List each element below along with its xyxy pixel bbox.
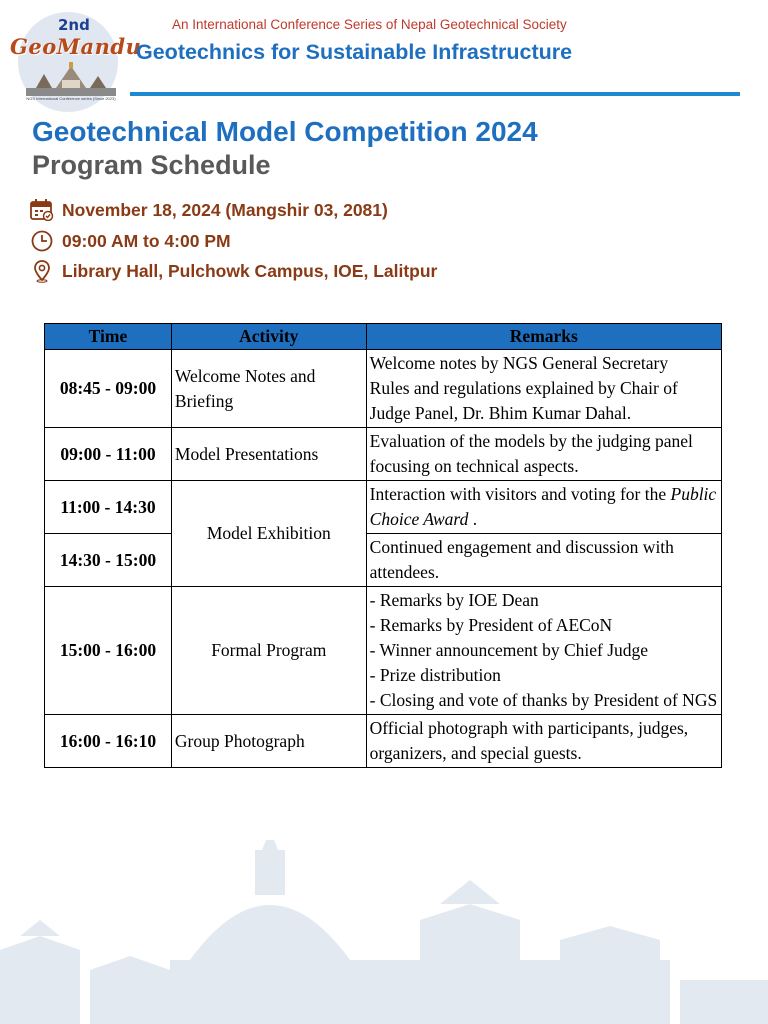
table-row: [45, 350, 722, 428]
conference-logo: [6, 12, 142, 101]
activity-cell: Formal Program: [171, 587, 366, 715]
event-date: November 18, 2024 (Mangshir 03, 2081): [62, 199, 388, 220]
header-divider: [130, 92, 740, 96]
clock-icon: [30, 229, 56, 253]
remarks-cell: [366, 350, 721, 428]
column-header-remarks: Remarks: [366, 324, 721, 350]
public-choice-award: Public Choice Award: [369, 484, 717, 529]
calendar-icon: [30, 198, 56, 222]
header-title: Geotechnics for Sustainable Infrastructure: [136, 40, 573, 64]
time-cell: 15:00 - 16:00: [45, 587, 172, 715]
remarks-suffix: .: [472, 509, 478, 529]
remarks-cell: [366, 534, 721, 587]
activity-cell: Model Presentations: [171, 428, 366, 481]
activity-cell: Model Exhibition: [171, 481, 366, 587]
remarks-cell: [366, 587, 721, 715]
event-time: 09:00 AM to 4:00 PM: [62, 230, 231, 251]
table-header-row: [45, 324, 722, 350]
table-row: [45, 534, 722, 587]
activity-cell: Group Photograph: [171, 715, 366, 768]
time-cell: 09:00 - 11:00: [45, 428, 172, 481]
table-row: [45, 481, 722, 534]
remarks-line: - Prize distribution: [369, 665, 501, 685]
location-pin-icon: [30, 259, 56, 283]
time-cell: 14:30 - 15:00: [45, 534, 172, 587]
time-cell: 11:00 - 14:30: [45, 481, 172, 534]
logo-caption: NGS International Conference series (Since 2023): [26, 96, 116, 101]
table-row: [45, 587, 722, 715]
remarks-line: Welcome notes by NGS General Secretary: [369, 353, 669, 373]
logo-name: GeoMandu: [10, 34, 142, 59]
remarks-line: Official photograph with participants, judges, organizers, and special guests.: [369, 718, 689, 763]
header-subtitle: An International Conference Series of Nepal Geotechnical Society: [172, 17, 567, 32]
event-venue: Library Hall, Pulchowk Campus, IOE, Lalitpur: [62, 260, 438, 281]
page-title: Geotechnical Model Competition 2024: [32, 116, 538, 147]
remarks-line: Rules and regulations explained by Chair of Judge Panel, Dr. Bhim Kumar Dahal.: [369, 378, 678, 423]
remarks-line: Evaluation of the models by the judging panel focusing on technical aspects.: [369, 431, 693, 476]
remarks-line: - Remarks by IOE Dean: [369, 590, 539, 610]
remarks-line: Continued engagement and discussion with attendees.: [369, 537, 674, 582]
event-venue-row: [30, 259, 437, 283]
column-header-time: Time: [45, 324, 172, 350]
activity-cell: Welcome Notes and Briefing: [171, 350, 366, 428]
column-header-activity: Activity: [171, 324, 366, 350]
time-cell: 16:00 - 16:10: [45, 715, 172, 768]
page-subtitle: Program Schedule: [32, 150, 271, 180]
temple-icon: [26, 62, 116, 96]
table-row: [45, 428, 722, 481]
time-cell: 08:45 - 09:00: [45, 350, 172, 428]
remarks-cell: [366, 428, 721, 481]
remarks-line: - Closing and vote of thanks by President of NGS: [369, 690, 718, 710]
schedule-table: [44, 323, 722, 768]
remarks-line: - Winner announcement by Chief Judge: [369, 640, 649, 660]
table-row: [45, 715, 722, 768]
logo-ordinal: 2nd: [58, 16, 90, 34]
remarks-line: - Remarks by President of AECoN: [369, 615, 613, 635]
stupa-watermark: [0, 840, 768, 1024]
remarks-cell: [366, 481, 721, 534]
event-date-row: [30, 198, 388, 222]
event-time-row: [30, 229, 231, 253]
remarks-cell: [366, 715, 721, 768]
remarks-prefix: Interaction with visitors and voting for the: [369, 484, 667, 504]
